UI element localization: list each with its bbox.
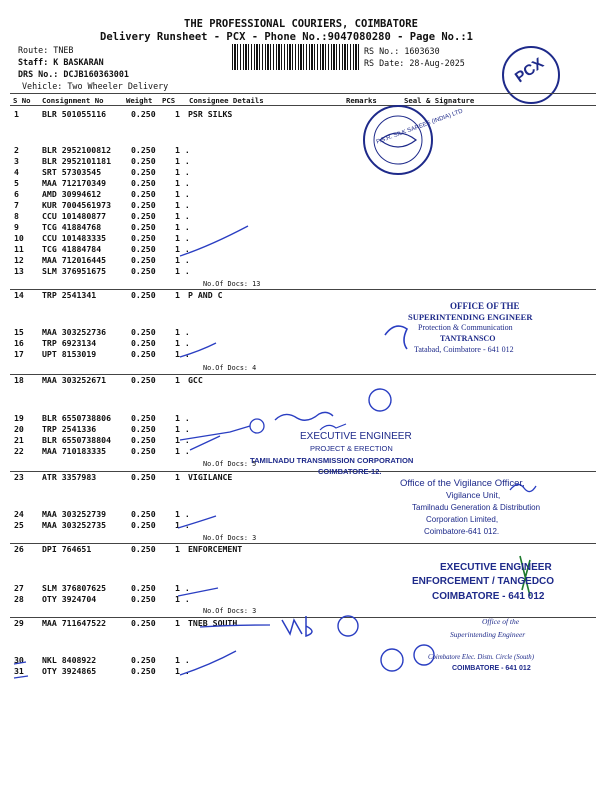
pcs-cell: 1 . [175,435,190,445]
handwritten-signature [282,616,312,636]
sno-cell: 1 [14,109,19,119]
weight-cell: 0.250 [131,424,156,434]
staff-label: Staff: K BASKARAN [18,57,104,67]
pcs-cell: 1 . [175,145,190,155]
pen-mark [14,662,28,678]
consignment-cell: SRT 57303545 [42,167,102,177]
vigilance-line5: Coimbatore-641 012. [424,527,500,536]
docs-count: No.Of Docs: 3 [203,534,257,542]
consignment-cell: AMD 30994612 [42,189,102,199]
tick-stroke [178,516,216,528]
pcs-cell: 1 . [175,211,190,221]
pcs-cell: 1 . [175,583,190,593]
psr-seal [364,106,432,174]
weight-cell: 0.250 [131,413,156,423]
consignment-cell: TCG 41884784 [42,244,102,254]
sno-cell: 31 [14,666,24,676]
col-sno: S No [13,96,31,105]
handwritten-circle [250,419,264,433]
weight-cell: 0.250 [131,178,156,188]
pcs-cell: 1 . [175,178,190,188]
consignee-cell: PSR SILKS [188,109,233,119]
handwritten-signature [385,326,407,349]
consignment-cell: OTY 3924704 [42,594,97,604]
sno-cell: 22 [14,446,24,456]
col-weight: Weight [126,96,153,105]
weight-cell: 0.250 [131,156,156,166]
vigilance-line4: Corporation Limited, [426,515,499,524]
sno-cell: 18 [14,375,24,385]
handwritten-circle [369,389,391,411]
sno-cell: 26 [14,544,24,554]
consignment-cell: BLR 501055116 [42,109,107,119]
consignment-cell: BLR 6550738806 [42,413,112,423]
pcs-cell: 1 . [175,156,190,166]
consignee-cell: ENFORCEMENT [188,544,243,554]
consignment-cell: OTY 3924865 [42,666,97,676]
weight-cell: 0.250 [131,338,156,348]
south-office-line3: Coimbatore Elec. Distn. Circle (South) [428,654,534,661]
consignment-cell: MAA 303252671 [42,375,107,385]
consignment-cell: DPI 764651 [42,544,92,554]
sno-cell: 9 [14,222,19,232]
consignment-cell: MAA 712170349 [42,178,107,188]
weight-cell: 0.250 [131,266,156,276]
ee-project-line1: EXECUTIVE ENGINEER [300,431,412,442]
sno-cell: 7 [14,200,19,210]
sno-cell: 14 [14,290,24,300]
se-office-line5: Tatabad, Coimbatore - 641 012 [414,345,514,354]
sno-cell: 4 [14,167,19,177]
pcs-cell: 1 . [175,666,190,676]
consignment-cell: TCG 41884768 [42,222,102,232]
col-seal-signature: Seal & Signature [404,96,475,105]
weight-cell: 0.250 [131,544,156,554]
docs-count: No.Of Docs: 13 [203,280,261,288]
pcs-cell: 1 . [175,446,190,456]
sno-cell: 15 [14,327,24,337]
pcs-cell: 1 . [175,349,190,359]
south-office-line4: COIMBATORE - 641 012 [452,665,531,672]
rs-date: RS Date: 28-Aug-2025 [364,58,465,68]
pcs-cell: 1 . [175,424,190,434]
consignment-cell: SLM 376807625 [42,583,107,593]
pcs-cell: 1 . [175,520,190,530]
weight-cell: 0.250 [131,244,156,254]
weight-cell: 0.250 [131,211,156,221]
pcs-cell: 1 . [175,266,190,276]
sno-cell: 20 [14,424,24,434]
runsheet-subtitle: Delivery Runsheet - PCX - Phone No.:9047080280 - Page No.:1 [100,31,473,43]
weight-cell: 0.250 [131,472,156,482]
sno-cell: 3 [14,156,19,166]
weight-cell: 0.250 [131,520,156,530]
handwritten-circle [338,616,358,636]
sno-cell: 24 [14,509,24,519]
handwritten-date [320,424,346,430]
weight-cell: 0.250 [131,109,156,119]
consignment-cell: KUR 7004561973 [42,200,112,210]
pcs-cell: 1 . [175,200,190,210]
weight-cell: 0.250 [131,233,156,243]
consignment-cell: BLR 2952101181 [42,156,112,166]
drs-number: DRS No.: DCJB160363001 [18,69,129,79]
pcs-cell: 1 . [175,233,190,243]
weight-cell: 0.250 [131,189,156,199]
weight-cell: 0.250 [131,145,156,155]
consignment-cell: ATR 3357983 [42,472,97,482]
consignment-cell: TRP 6923134 [42,338,97,348]
weight-cell: 0.250 [131,222,156,232]
consignment-cell: UPT 8153019 [42,349,97,359]
rs-number: RS No.: 1603630 [364,46,440,56]
pcs-cell: 1 [175,544,180,554]
sno-cell: 12 [14,255,24,265]
weight-cell: 0.250 [131,255,156,265]
consignment-cell: CCU 101480877 [42,211,107,221]
pcs-cell: 1 . [175,655,190,665]
docs-count: No.Of Docs: 5 [203,460,257,468]
pcs-cell: 1 [175,375,180,385]
consignment-cell: MAA 303252736 [42,327,107,337]
weight-cell: 0.250 [131,375,156,385]
se-office-line1: OFFICE OF THE [450,301,520,311]
route-label: Route: TNEB [18,45,74,55]
sno-cell: 5 [14,178,19,188]
consignment-cell: NKL 8408922 [42,655,97,665]
weight-cell: 0.250 [131,594,156,604]
se-office-line2: SUPERINTENDING ENGINEER [408,312,533,322]
col-remarks: Remarks [346,96,377,105]
psr-seal-text: P.S.R. SILK SAREES (INDIA) LTD [375,108,464,146]
pcs-cell: 1 [175,472,180,482]
consignment-cell: SLM 376951675 [42,266,107,276]
ee-project-line3: TAMILNADU TRANSMISSION CORPORATION [250,456,414,465]
sno-cell: 30 [14,655,24,665]
pcs-cell: 1 [175,618,180,628]
consignment-cell: BLR 6550738804 [42,435,112,445]
col-pcs: PCS [162,96,176,105]
pcs-cell: 1 . [175,509,190,519]
sno-cell: 23 [14,472,24,482]
enforcement-line3: COIMBATORE - 641 012 [432,591,545,602]
weight-cell: 0.250 [131,200,156,210]
south-office-line2: Superintending Engineer [450,630,526,639]
pcs-cell: 1 . [175,327,190,337]
weight-cell: 0.250 [131,327,156,337]
se-office-line4: TANTRANSCO [440,334,496,343]
vigilance-line1: Office of the Vigilance Officer, [400,478,525,489]
weight-cell: 0.250 [131,290,156,300]
sno-cell: 28 [14,594,24,604]
consignment-cell: MAA 711647522 [42,618,107,628]
handwritten-signature [275,412,333,420]
pcs-cell: 1 . [175,167,190,177]
sno-cell: 17 [14,349,24,359]
weight-cell: 0.250 [131,349,156,359]
weight-cell: 0.250 [131,446,156,456]
sno-cell: 8 [14,211,19,221]
enforcement-line2: ENFORCEMENT / TANGEDCO [412,576,555,587]
tick-stroke [178,588,218,596]
consignee-cell: P AND C [188,290,223,300]
col-consignee: Consignee Details [189,96,264,105]
consignee-cell: GCC [188,375,203,385]
consignment-cell: MAA 712016445 [42,255,107,265]
tick-stroke [180,226,248,256]
col-consignment: Consignment No [42,96,104,105]
consignment-cell: CCU 101483335 [42,233,107,243]
consignee-cell: VIGILANCE [188,472,233,482]
sno-cell: 19 [14,413,24,423]
consignment-cell: MAA 710183335 [42,446,107,456]
pcs-cell: 1 . [175,222,190,232]
sno-cell: 29 [14,618,24,628]
weight-cell: 0.250 [131,655,156,665]
consignment-cell: BLR 2952100812 [42,145,112,155]
tick-stroke [180,651,236,675]
docs-count: No.Of Docs: 3 [203,607,257,615]
tick-stroke [200,625,270,627]
consignment-cell: MAA 303252735 [42,520,107,530]
vehicle-label: Vehicle: Two Wheeler Delivery [22,81,169,91]
pcs-cell: 1 . [175,413,190,423]
consignment-cell: MAA 303252739 [42,509,107,519]
weight-cell: 0.250 [131,509,156,519]
pcs-cell: 1 . [175,189,190,199]
weight-cell: 0.250 [131,583,156,593]
company-title: THE PROFESSIONAL COURIERS, COIMBATORE [184,18,418,30]
enforcement-line1: EXECUTIVE ENGINEER [440,562,552,573]
weight-cell: 0.250 [131,618,156,628]
ee-project-line4: COIMBATORE-12. [318,467,382,476]
handwritten-circle [381,649,403,671]
vigilance-line2: Vigilance Unit, [446,490,501,500]
consignment-cell: TRP 2541341 [42,290,97,300]
pcs-cell: 1 . [175,338,190,348]
sno-cell: 6 [14,189,19,199]
sno-cell: 13 [14,266,24,276]
south-office-line1: Office of the [482,617,520,626]
sno-cell: 11 [14,244,24,254]
sno-cell: 25 [14,520,24,530]
sno-cell: 16 [14,338,24,348]
ee-project-line2: PROJECT & ERECTION [310,444,393,453]
weight-cell: 0.250 [131,167,156,177]
se-office-line3: Protection & Communication [418,323,513,332]
pcs-cell: 1 [175,109,180,119]
consignee-cell: TNEB SOUTH [188,618,238,628]
docs-count: No.Of Docs: 4 [203,364,257,372]
sno-cell: 27 [14,583,24,593]
pcs-cell: 1 . [175,255,190,265]
sno-cell: 21 [14,435,24,445]
tick-stroke [180,343,216,357]
vigilance-line3: Tamilnadu Generation & Distribution [412,503,541,512]
sno-cell: 2 [14,145,19,155]
pcs-cell: 1 . [175,594,190,604]
pcs-cell: 1 [175,290,180,300]
sno-cell: 10 [14,233,24,243]
weight-cell: 0.250 [131,666,156,676]
weight-cell: 0.250 [131,435,156,445]
consignment-cell: TRP 2541336 [42,424,97,434]
pcx-stamp: PCX [502,46,560,104]
pcs-cell: 1 . [175,244,190,254]
